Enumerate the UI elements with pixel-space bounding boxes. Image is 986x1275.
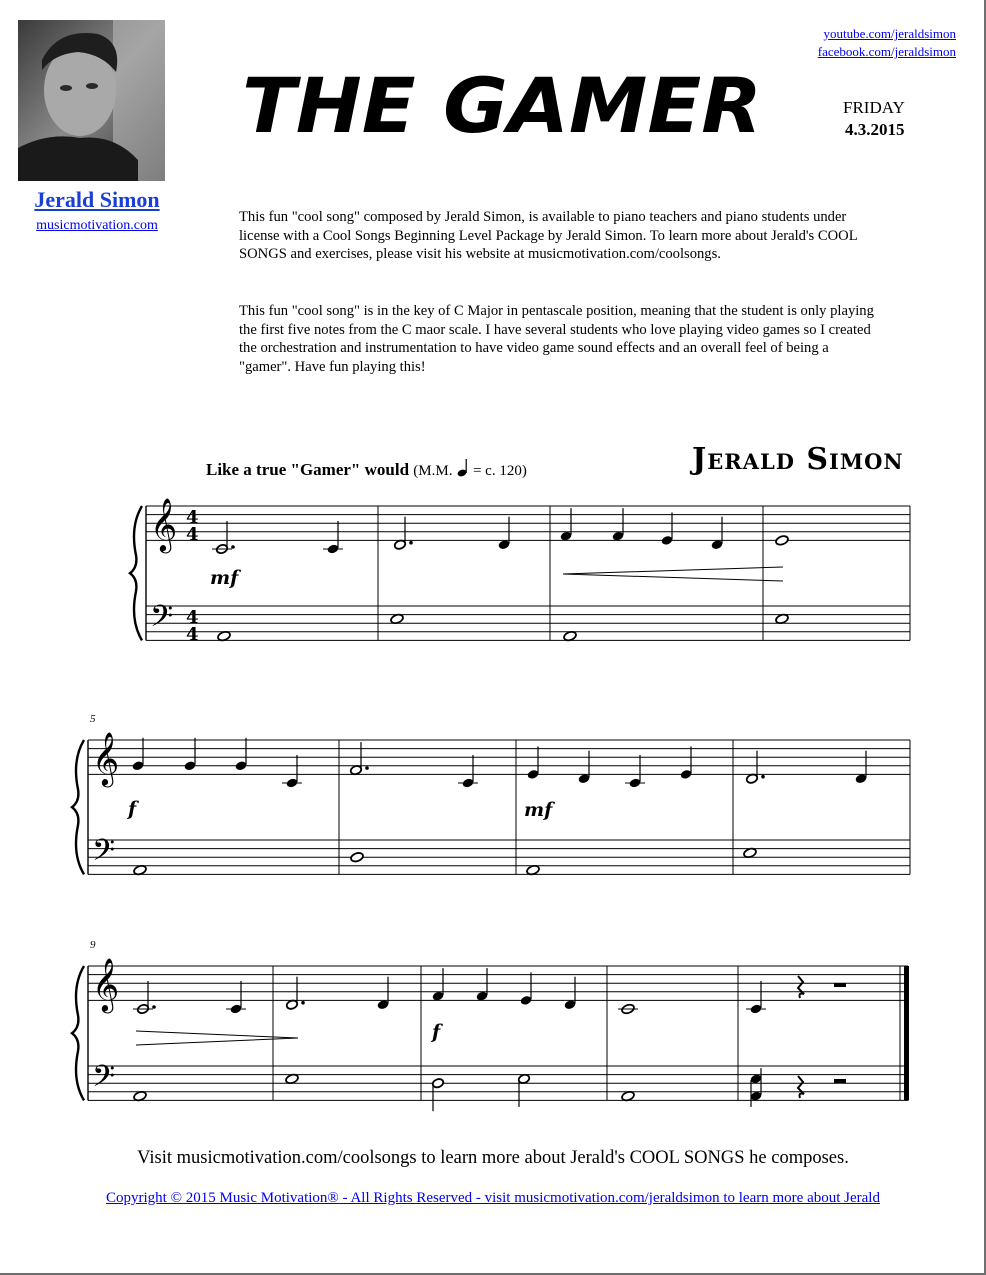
treble-clef-icon: 𝄞 [92,731,120,785]
dotted-note-dot [409,541,413,545]
half-rest [834,1079,846,1083]
measure-number: 5 [90,713,96,725]
system-2 [72,713,910,876]
dynamic-marking: mf [210,567,239,589]
description-paragraph-1: This fun "cool song" composed by Jerald Simon, is available to piano teachers and piano students under license with a Cool Songs Beginning Level Package by Jerald Simon. To learn more about Jerald's COOL SONGS and exercises, please visit his website at musicmotivation.com/coolsongs. [239,209,858,262]
facebook-link[interactable]: facebook.com/jeraldsimon [817,44,956,59]
dotted-note-dot [152,1005,156,1009]
tempo-mm-prefix: (M.M. [413,463,453,479]
author-site-link[interactable]: musicmotivation.com [36,218,158,233]
dotted-note-dot [761,775,765,779]
quarter-rest [798,976,804,998]
dynamic-marking: f [432,1021,441,1043]
tempo-mm-suffix: = c. 120) [472,463,527,479]
crescendo-hairpin [563,567,783,581]
dotted-note-dot [365,766,369,770]
notehead [775,535,789,547]
description-paragraph-2: This fun "cool song" is in the key of C Major in pentascale position, meaning that the student is only playing the first five notes from the C maor scale. I have several students who love playing video games so I created the orchestration and instrumentation to have video game sound effects and an overall feel of being a "gamer". Have fun playing this! [239,303,874,375]
author-name-link[interactable]: Jerald Simon [34,187,160,212]
piano-brace [130,506,142,640]
dynamic-marking: mf [524,799,553,821]
treble-clef-icon: 𝄞 [150,497,178,551]
quarter-rest [798,1076,804,1098]
treble-clef-icon: 𝄞 [92,957,120,1011]
dotted-note-dot [301,1001,305,1005]
bass-clef-icon: 𝄢 [92,1060,116,1101]
piano-brace [72,740,84,874]
half-rest [834,983,846,987]
bass-clef-icon: 𝄢 [92,834,116,875]
time-signature-bottom: 4 [186,624,199,645]
music-systems [72,497,910,1111]
time-signature-bottom: 4 [186,524,199,545]
dynamic-marking: f [128,798,137,820]
song-title-text: THE GAMER [242,64,762,144]
composer-name: Jerald Simon [692,442,904,477]
portrait-photo [18,20,165,181]
final-barline-thick [904,966,909,1100]
system-3 [72,939,909,1111]
quarter-note-icon [457,459,469,477]
system-1 [130,497,910,645]
author-portrait [18,20,165,181]
song-title [242,64,772,144]
tempo-marking [206,459,527,480]
measure-number: 9 [90,939,96,951]
post-day: FRIDAY [843,98,905,117]
piano-brace [72,966,84,1100]
notehead [350,851,364,863]
footer-visit-text: Visit musicmotivation.com/coolsongs to learn more about Jerald's COOL SONGS he composes. [137,1148,849,1168]
bass-clef-icon: 𝄢 [150,600,174,641]
decrescendo-hairpin [136,1031,298,1045]
time-signature-top: 4 [186,607,199,628]
youtube-link[interactable]: youtube.com/jeraldsimon [823,26,956,41]
dotted-note-dot [231,545,235,549]
tempo-text: Like a true "Gamer" would [206,460,410,479]
post-date: 4.3.2015 [845,120,905,139]
time-signature-top: 4 [186,507,199,528]
sheet-music [0,480,986,1120]
copyright-link[interactable]: Copyright © 2015 Music Motivation® - All Rights Reserved - visit musicmotivation.com/jeraldsimon to learn more about Jerald [106,1190,880,1206]
